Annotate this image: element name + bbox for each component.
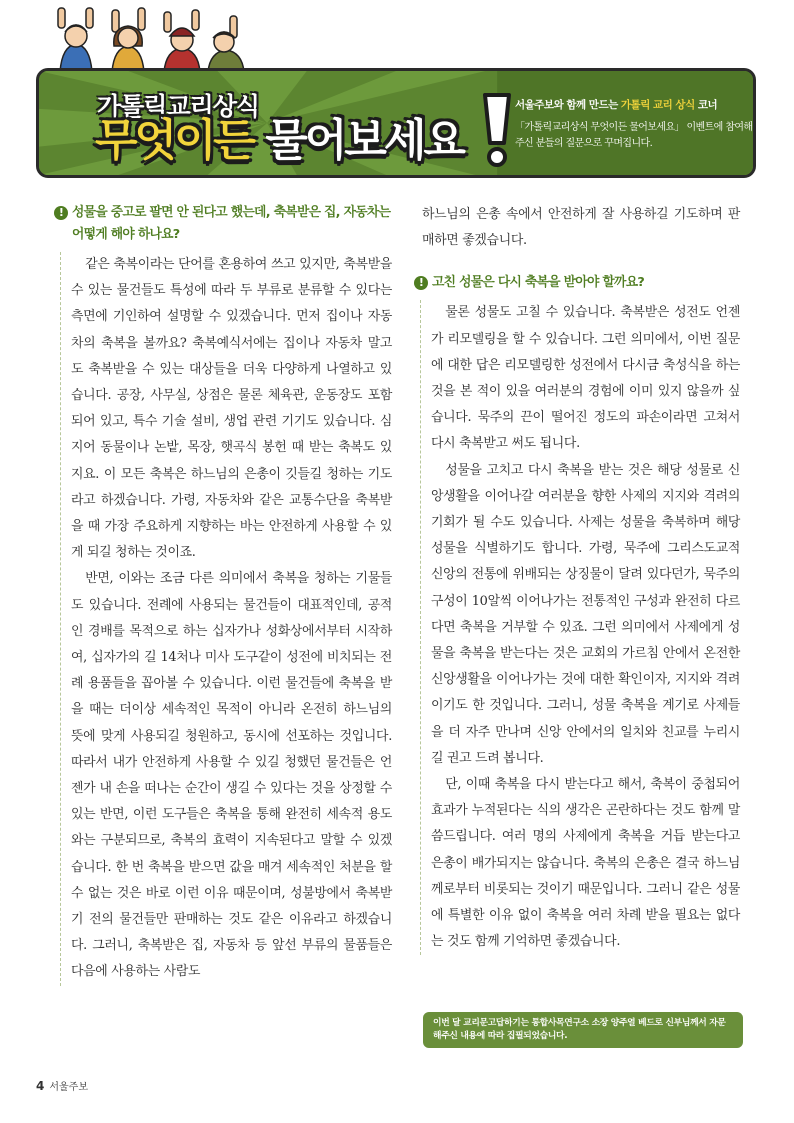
answer-1-continuation: [414, 202, 740, 254]
banner-title: [95, 115, 463, 167]
exclamation-circle-icon: !: [414, 276, 428, 290]
person-2: [112, 8, 145, 72]
question-2-text: 고친 성물은 다시 축복을 받아야 할까요?: [432, 275, 645, 291]
answer-2: [420, 300, 740, 955]
question-1-text: 성물을 중고로 팔면 안 된다고 했는데, 축복받은 집, 자동차는 어떻게 해야 하나요?: [72, 205, 391, 242]
person-1: [58, 8, 93, 72]
publication-name: 서울주보: [49, 1082, 88, 1093]
left-column: [54, 202, 392, 986]
page-number: 4: [36, 1079, 45, 1093]
banner-title-part-1: 무엇이든: [95, 115, 254, 166]
source-note: 이번 달 교리문고답하기는 통합사목연구소 소장 양주열 베드로 신부님께서 자문해주신 내용에 따라 집필되었습니다.: [423, 1012, 743, 1048]
banner-info-highlight: 가톨릭 교리 상식: [620, 99, 695, 111]
answer-1-paragraph-2: 반면, 이와는 조금 다른 의미에서 축복을 청하는 기물들도 있습니다. 전례에 사용되는 물건들이 대표적인데, 공적인 경배를 목적으로 하는 십자가나 성화상에서부터 시작하여, 십자가의 길 14처나 미사 도구같이 성전에 비치되는 전례 용품들을 꼽아볼 수 있습니다. 이런 물건들에 축복을 받을 때는 더이상 세속적인 목적이 아니라 온전히 하느님의 뜻에 맞게 사용되길 청원하고, 동시에 선포하는 것입니다. 따라서 내가 안전하게 사용할 수 있길 청했던 물건들은 언젠가 내 손을 떠나는 순간이 생길 수 있다는 것을 상정할 수 있는 반면, 이런 도구들은 축복을 통해 완전히 세속적 용도와는 구분되므로, 축복의 효력이 지속된다고 말할 수 있겠습니다. 한 번 축복을 받으면 값을 매겨 세속적인 처분을 할 수 없는 것은 바로 이런 이유 때문이며, 성불방에서 축복받기 전의 물건들만 판매하는 것도 같은 이유라고 하겠습니다. 그러니, 축복받은 집, 자동차 등 앞선 부류의 물품들은 다음에 사용하는 사람도: [71, 571, 392, 980]
banner-info-heading: 서울주보와 함께 만드는 가톨릭 교리 상식 코너: [515, 99, 718, 111]
answer-1: [60, 252, 392, 986]
answer-2-paragraph-1: 물론 성물도 고칠 수 있습니다. 축복받은 성전도 언젠가 리모델링을 할 수 있습니다. 그런 의미에서, 이번 질문에 대한 답은 리모델링한 성전에서 다시금 축성식을 하는 것을 본 적이 있을 여러분의 경험에 이미 있지 않을까 싶습니다. 묵주의 끈이 떨어진 정도의 파손이라면 고쳐서 다시 축복받고 써도 됩니다.: [431, 305, 740, 452]
exclamation-icon: [477, 91, 517, 169]
banner-info: [515, 97, 755, 152]
cheering-people-illustration: [52, 6, 252, 72]
banner-title-part-2: 물어보세요: [265, 115, 463, 166]
banner-subtitle: 가톨릭교리상식: [97, 92, 260, 121]
answer-2-paragraph-2: 성물을 고치고 다시 축복을 받는 것은 해당 성물로 신앙생활을 이어나갈 여러분을 향한 사제의 지지와 격려의 기회가 될 수도 있습니다. 사제는 성물을 축복하며 해당 성물을 식별하기도 합니다. 가령, 묵주에 그리스도교적 신앙의 전통에 위배되는 상징물이 달려 있다던가, 묵주의 구성이 10알씩 이어나가는 전통적인 구성과 완전히 다르다면 축복을 거부할 수 있죠. 그런 의미에서 사제에게 성물을 축복을 받는다는 것은 교회의 가르침 안에서 온전한 신앙생활을 이어나가는 것에 대한 확인이자, 지지와 격려이기도 한 것입니다. 그러니, 성물 축복을 계기로 사제들을 더 자주 만나며 신앙 안에서의 일치와 친교를 누리시길 권고 드려 봅니다.: [431, 462, 740, 766]
question-2: [414, 272, 740, 294]
answer-2-paragraph-3: 단, 이때 축복을 다시 받는다고 해서, 축복이 중첩되어 효과가 누적된다는 식의 생각은 곤란하다는 것도 함께 말씀드립니다. 여러 명의 사제에게 축복을 거듭 받는다고 은총이 배가되지는 않습니다. 축복의 은총은 결국 하느님께로부터 비롯되는 것이기 때문입니다. 그러니 같은 성물에 특별한 이유 없이 축복을 여러 차례 받을 필요는 없다는 것도 함께 기억하면 좋겠습니다.: [431, 777, 740, 950]
answer-1-continuation-text: 하느님의 은총 속에서 안전하게 잘 사용하길 기도하며 판매하면 좋겠습니다.: [422, 207, 740, 249]
page-footer: [36, 1078, 88, 1093]
banner-info-body: 「가톨릭교리상식 무엇이든 물어보세요」 이벤트에 참여해 주신 분들의 질문으로 꾸며집니다.: [515, 122, 753, 149]
exclamation-circle-icon: !: [54, 206, 68, 220]
right-column: [414, 202, 740, 955]
person-4: [208, 16, 244, 72]
header-banner: [36, 68, 756, 178]
person-3: [164, 10, 200, 72]
question-1: [54, 202, 392, 246]
answer-1-paragraph-1: 같은 축복이라는 단어를 혼용하여 쓰고 있지만, 축복받을 수 있는 물건들도 특성에 따라 두 부류로 분류할 수 있다는 측면에 기인하여 설명할 수 있겠습니다. 먼저 집이나 자동차의 축복을 볼까요? 축복예식서에는 집이나 자동차 말고도 축복받을 수 있는 대상들을 더욱 다양하게 나열하고 있습니다. 공장, 사무실, 상점은 물론 체육관, 운동장도 포함되어 있고, 특수 기술 설비, 생업 관련 기기도 있습니다. 심지어 동물이나 논밭, 목장, 햇곡식 봉헌 때 받는 축복도 있지요. 이 모든 축복은 하느님의 은총이 깃들길 청하는 기도라고 하겠습니다. 가령, 자동차와 같은 교통수단을 축복받을 때 가장 주요하게 지향하는 바는 안전하게 사용할 수 있게 되길 청하는 것이죠.: [71, 257, 392, 561]
